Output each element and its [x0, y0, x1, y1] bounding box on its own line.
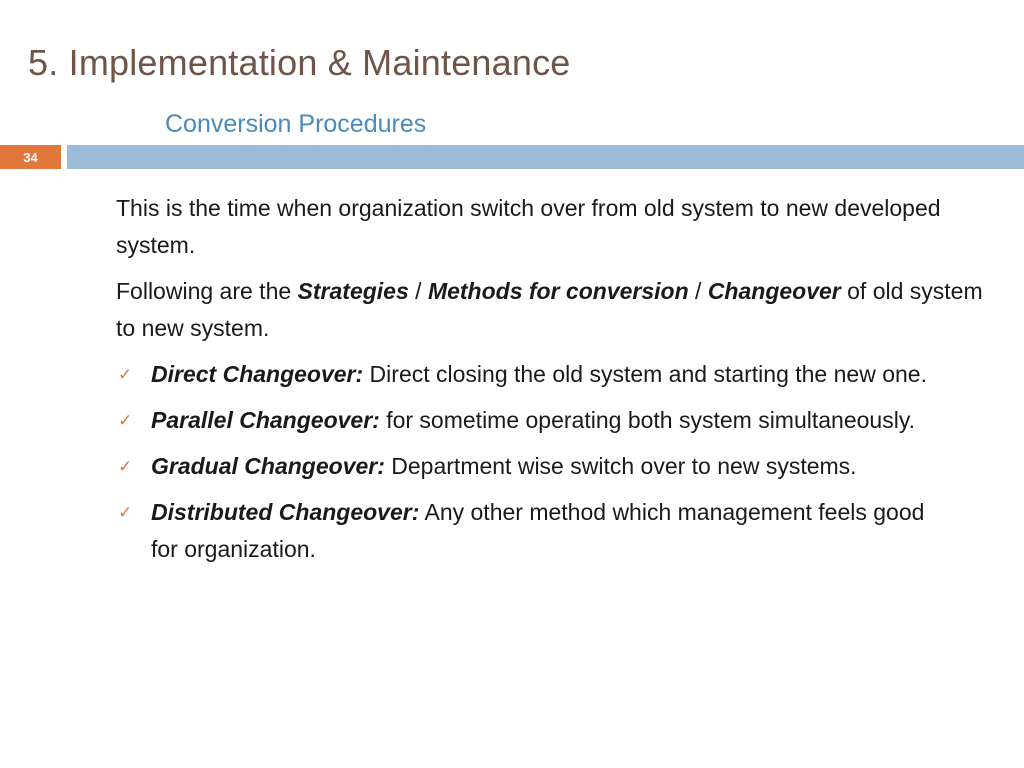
slide-title: 5. Implementation & Maintenance [28, 42, 571, 83]
list-item [116, 356, 951, 393]
strategies-paragraph [116, 273, 986, 347]
item-term: Distributed Changeover: [151, 499, 420, 525]
item-term: Direct Changeover: [151, 361, 364, 387]
item-text: Department wise switch over to new systems. [384, 453, 857, 479]
item-term: Gradual Changeover: [151, 453, 385, 479]
list-item [116, 494, 951, 568]
list-item [116, 448, 951, 485]
check-icon: ✓ [118, 457, 133, 476]
intro-paragraph: This is the time when organization switch over from old system to new developed system. [116, 195, 941, 258]
check-icon: ✓ [118, 365, 133, 384]
slide-number: 34 [23, 149, 38, 165]
check-icon: ✓ [118, 503, 133, 522]
item-text: Any other method which management feels good for organization. [151, 499, 925, 562]
strategies-suffix: of old system to new system. [116, 278, 983, 341]
changeover-term: Changeover [707, 278, 841, 304]
changeover-list [116, 356, 986, 568]
separator-2: / [688, 278, 708, 304]
slide-body [116, 190, 986, 577]
list-item [116, 402, 951, 439]
item-term: Parallel Changeover: [151, 407, 380, 433]
item-text: for sometime operating both system simultaneously. [379, 407, 916, 433]
strategies-term: Strategies [297, 278, 409, 304]
header-divider-bar [67, 145, 1024, 169]
slide-number-badge [0, 145, 61, 169]
separator-1: / [408, 278, 428, 304]
methods-term: Methods for conversion [427, 278, 689, 304]
slide-subtitle: Conversion Procedures [165, 110, 427, 138]
check-icon: ✓ [118, 411, 133, 430]
item-text: Direct closing the old system and starting the new one. [363, 361, 927, 387]
strategies-prefix: Following are the [116, 278, 298, 304]
